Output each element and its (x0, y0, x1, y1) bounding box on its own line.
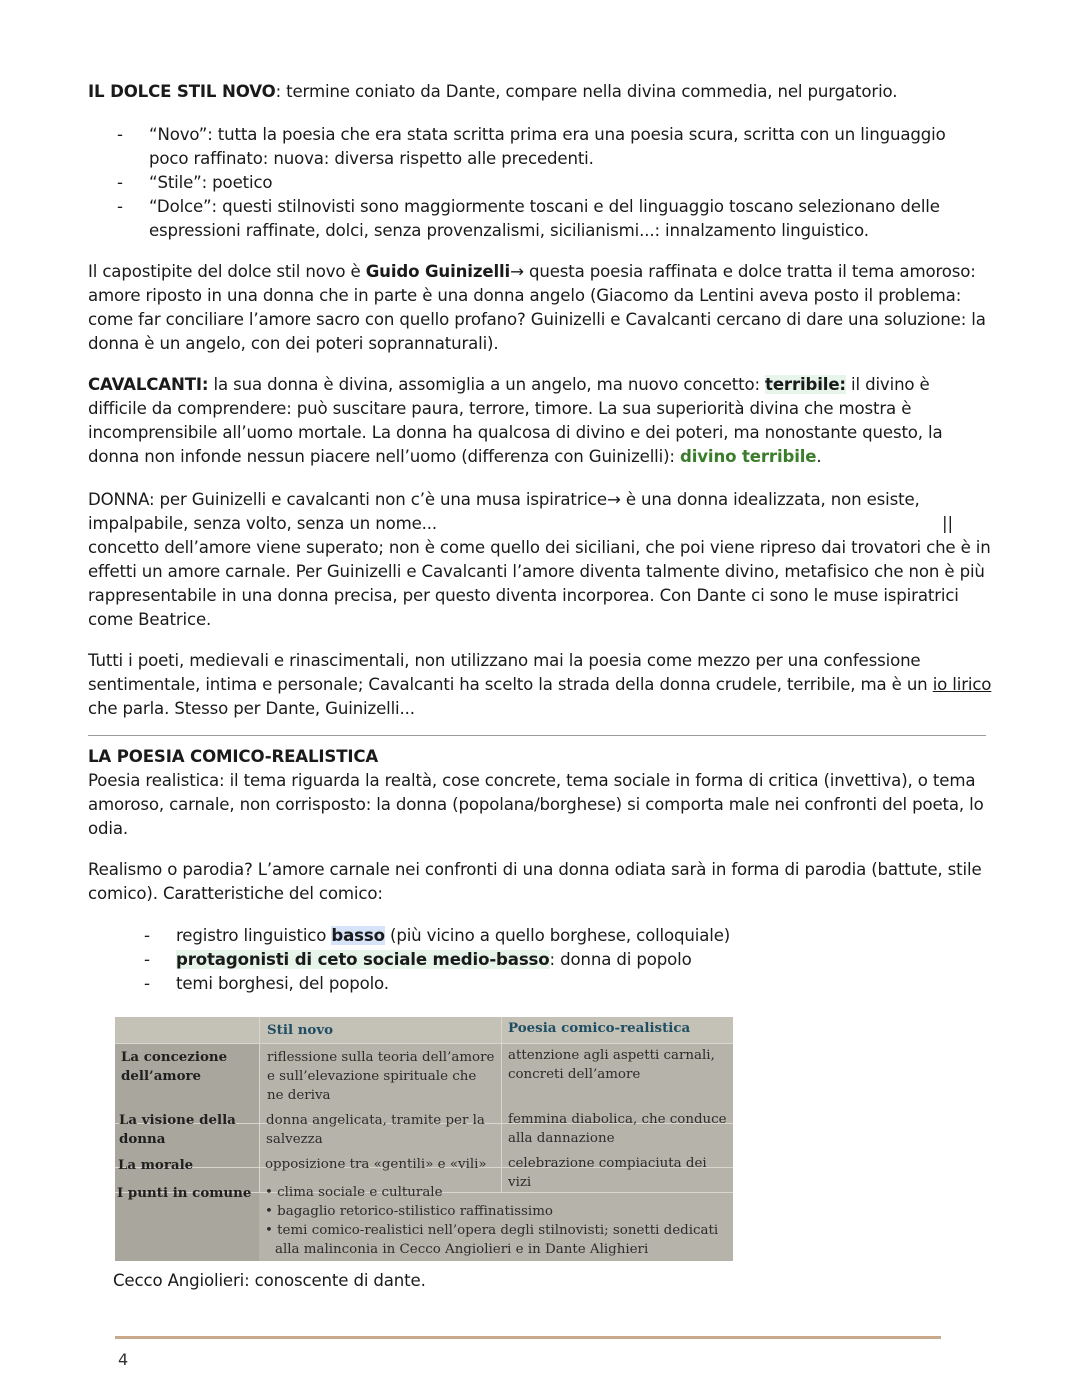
donna-paragraph: DONNA: per Guinizelli e cavalcanti non c’è una musa ispiratrice→ è una donna idealizzata, non esiste, impalpabile, senza volto, senza un nome... || concetto dell’amore viene superato; non è come quello dei siciliani, che poi viene ripreso dai trovatori che è in effetti un amore carnale. Per Guinizelli e Cavalcanti l’amore diventa talmente divino, metafisico che non è più rappresentabile in una donna precisa, per questo diventa incorporea. Con Dante ci sono le muse ispiratrici come Beatrice. (88, 490, 991, 629)
highlight-terribile: terribile: (765, 375, 846, 394)
table-row-label: I punti in comune (117, 1185, 252, 1201)
realismo-parodia-paragraph: Realismo o parodia? L’amore carnale nei confronti di una donna odiata sarà in forma di parodia (battute, stile comico). Caratteristiche del comico: (88, 860, 982, 903)
table-common-points: • clima sociale e culturale • bagaglio retorico-stilistico raffinatissimo • temi comico-realistici nell’opera degli stilnovisti; sonetti dedicati alla malinconia in Cecco Angiolieri e in Dante Alighieri (265, 1185, 719, 1257)
stil-novo-terms-list (117, 123, 949, 243)
comico-features-list (144, 924, 956, 996)
list-item: - “Novo”: tutta la poesia che era stata scritta prima era una poesia scura, scritta con un linguaggio poco raffinato: nuova: diversa rispetto alle precedenti. (117, 125, 946, 168)
table-cell: donna angelicata, tramite per la salvezza (266, 1113, 485, 1147)
section-title-stil-novo: IL DOLCE STIL NOVO (88, 82, 276, 101)
table-header-comico: Poesia comico-realistica (508, 1020, 691, 1036)
table-header-stil-novo: Stil novo (267, 1022, 334, 1038)
section-title-comico: LA POESIA COMICO-REALISTICA (88, 747, 379, 766)
margin-mark: || (942, 514, 953, 533)
table-cell: attenzione agli aspetti carnali, concreti dell’amore (508, 1048, 715, 1082)
caption: Cecco Angiolieri: conoscente di dante. (113, 1271, 426, 1290)
stil-novo-intro: IL DOLCE STIL NOVO: termine coniato da Dante, compare nella divina commedia, nel purgatorio. (88, 82, 898, 101)
footer-rule (115, 1336, 941, 1339)
list-item: - “Stile”: poetico (117, 173, 273, 192)
comico-realistica-section: LA POESIA COMICO-REALISTICA Poesia realistica: il tema riguarda la realtà, cose concrete, tema sociale in forma di critica (invettiva), o tema amoroso, carnale, non corrisposto: la donna (popolana/borghese) si comporta male nei confronti del poeta, lo odia. (88, 747, 984, 838)
table-cell: opposizione tra «gentili» e «vili» (265, 1157, 487, 1172)
section-divider (88, 735, 986, 736)
list-item: - registro linguistico basso (più vicino a quello borghese, colloquiale) (144, 926, 731, 945)
cavalcanti-paragraph: CAVALCANTI: la sua donna è divina, assomiglia a un angelo, ma nuovo concetto: terribile: il divino è difficile da comprendere: può suscitare paura, terrore, timore. La sua superiorità divina che mostra è incomprensibile all’uomo mortale. La donna ha qualcosa di divino e dei poteri, ma nonostante questo, la donna non infonde nessun piacere nell’uomo (differenza con Guinizelli): divino terribile. (88, 375, 943, 466)
table-cell: celebrazione compiaciuta dei vizi (508, 1156, 707, 1190)
list-item: - temi borghesi, del popolo. (144, 974, 389, 993)
list-item: - protagonisti di ceto sociale medio-basso: donna di popolo (144, 950, 692, 969)
table-row-label: La morale (118, 1157, 194, 1173)
guinizelli-paragraph: Il capostipite del dolce stil novo è Guido Guinizelli→ questa poesia raffinata e dolce tratta il tema amoroso: amore riposto in una donna che in parte è una donna angelo (Giacomo da Lentini aveva posto il problema: come far conciliare l’amore sacro con quello profano? Guinizelli e Cavalcanti cercano di dare una soluzione: la donna è un angelo, con dei poteri soprannaturali). (88, 262, 986, 353)
page-number: 4 (118, 1350, 129, 1369)
table-row-label: La visione della donna (119, 1112, 236, 1147)
table-cell: femmina diabolica, che conduce alla dannazione (508, 1112, 727, 1146)
io-lirico-paragraph: Tutti i poeti, medievali e rinascimentali, non utilizzano mai la poesia come mezzo per una confessione sentimentale, intima e personale; Cavalcanti ha scelto la strada della donna crudele, terribile, ma è un io lirico che parla. Stesso per Dante, Guinizelli... (88, 651, 992, 718)
list-item: - “Dolce”: questi stilnovisti sono maggiormente toscani e del linguaggio toscano selezionano delle espressioni raffinate, dolci, senza provenzalismi, sicilianismi...: innalzamento linguistico. (117, 197, 940, 240)
comparison-table (115, 1017, 733, 1261)
green-text-divino-terribile: divino terribile (680, 447, 817, 466)
table-row-label: La concezione dell’amore (121, 1049, 228, 1084)
table-cell: riflessione sulla teoria dell’amore e sull’elevazione spirituale che ne deriva (267, 1050, 495, 1103)
